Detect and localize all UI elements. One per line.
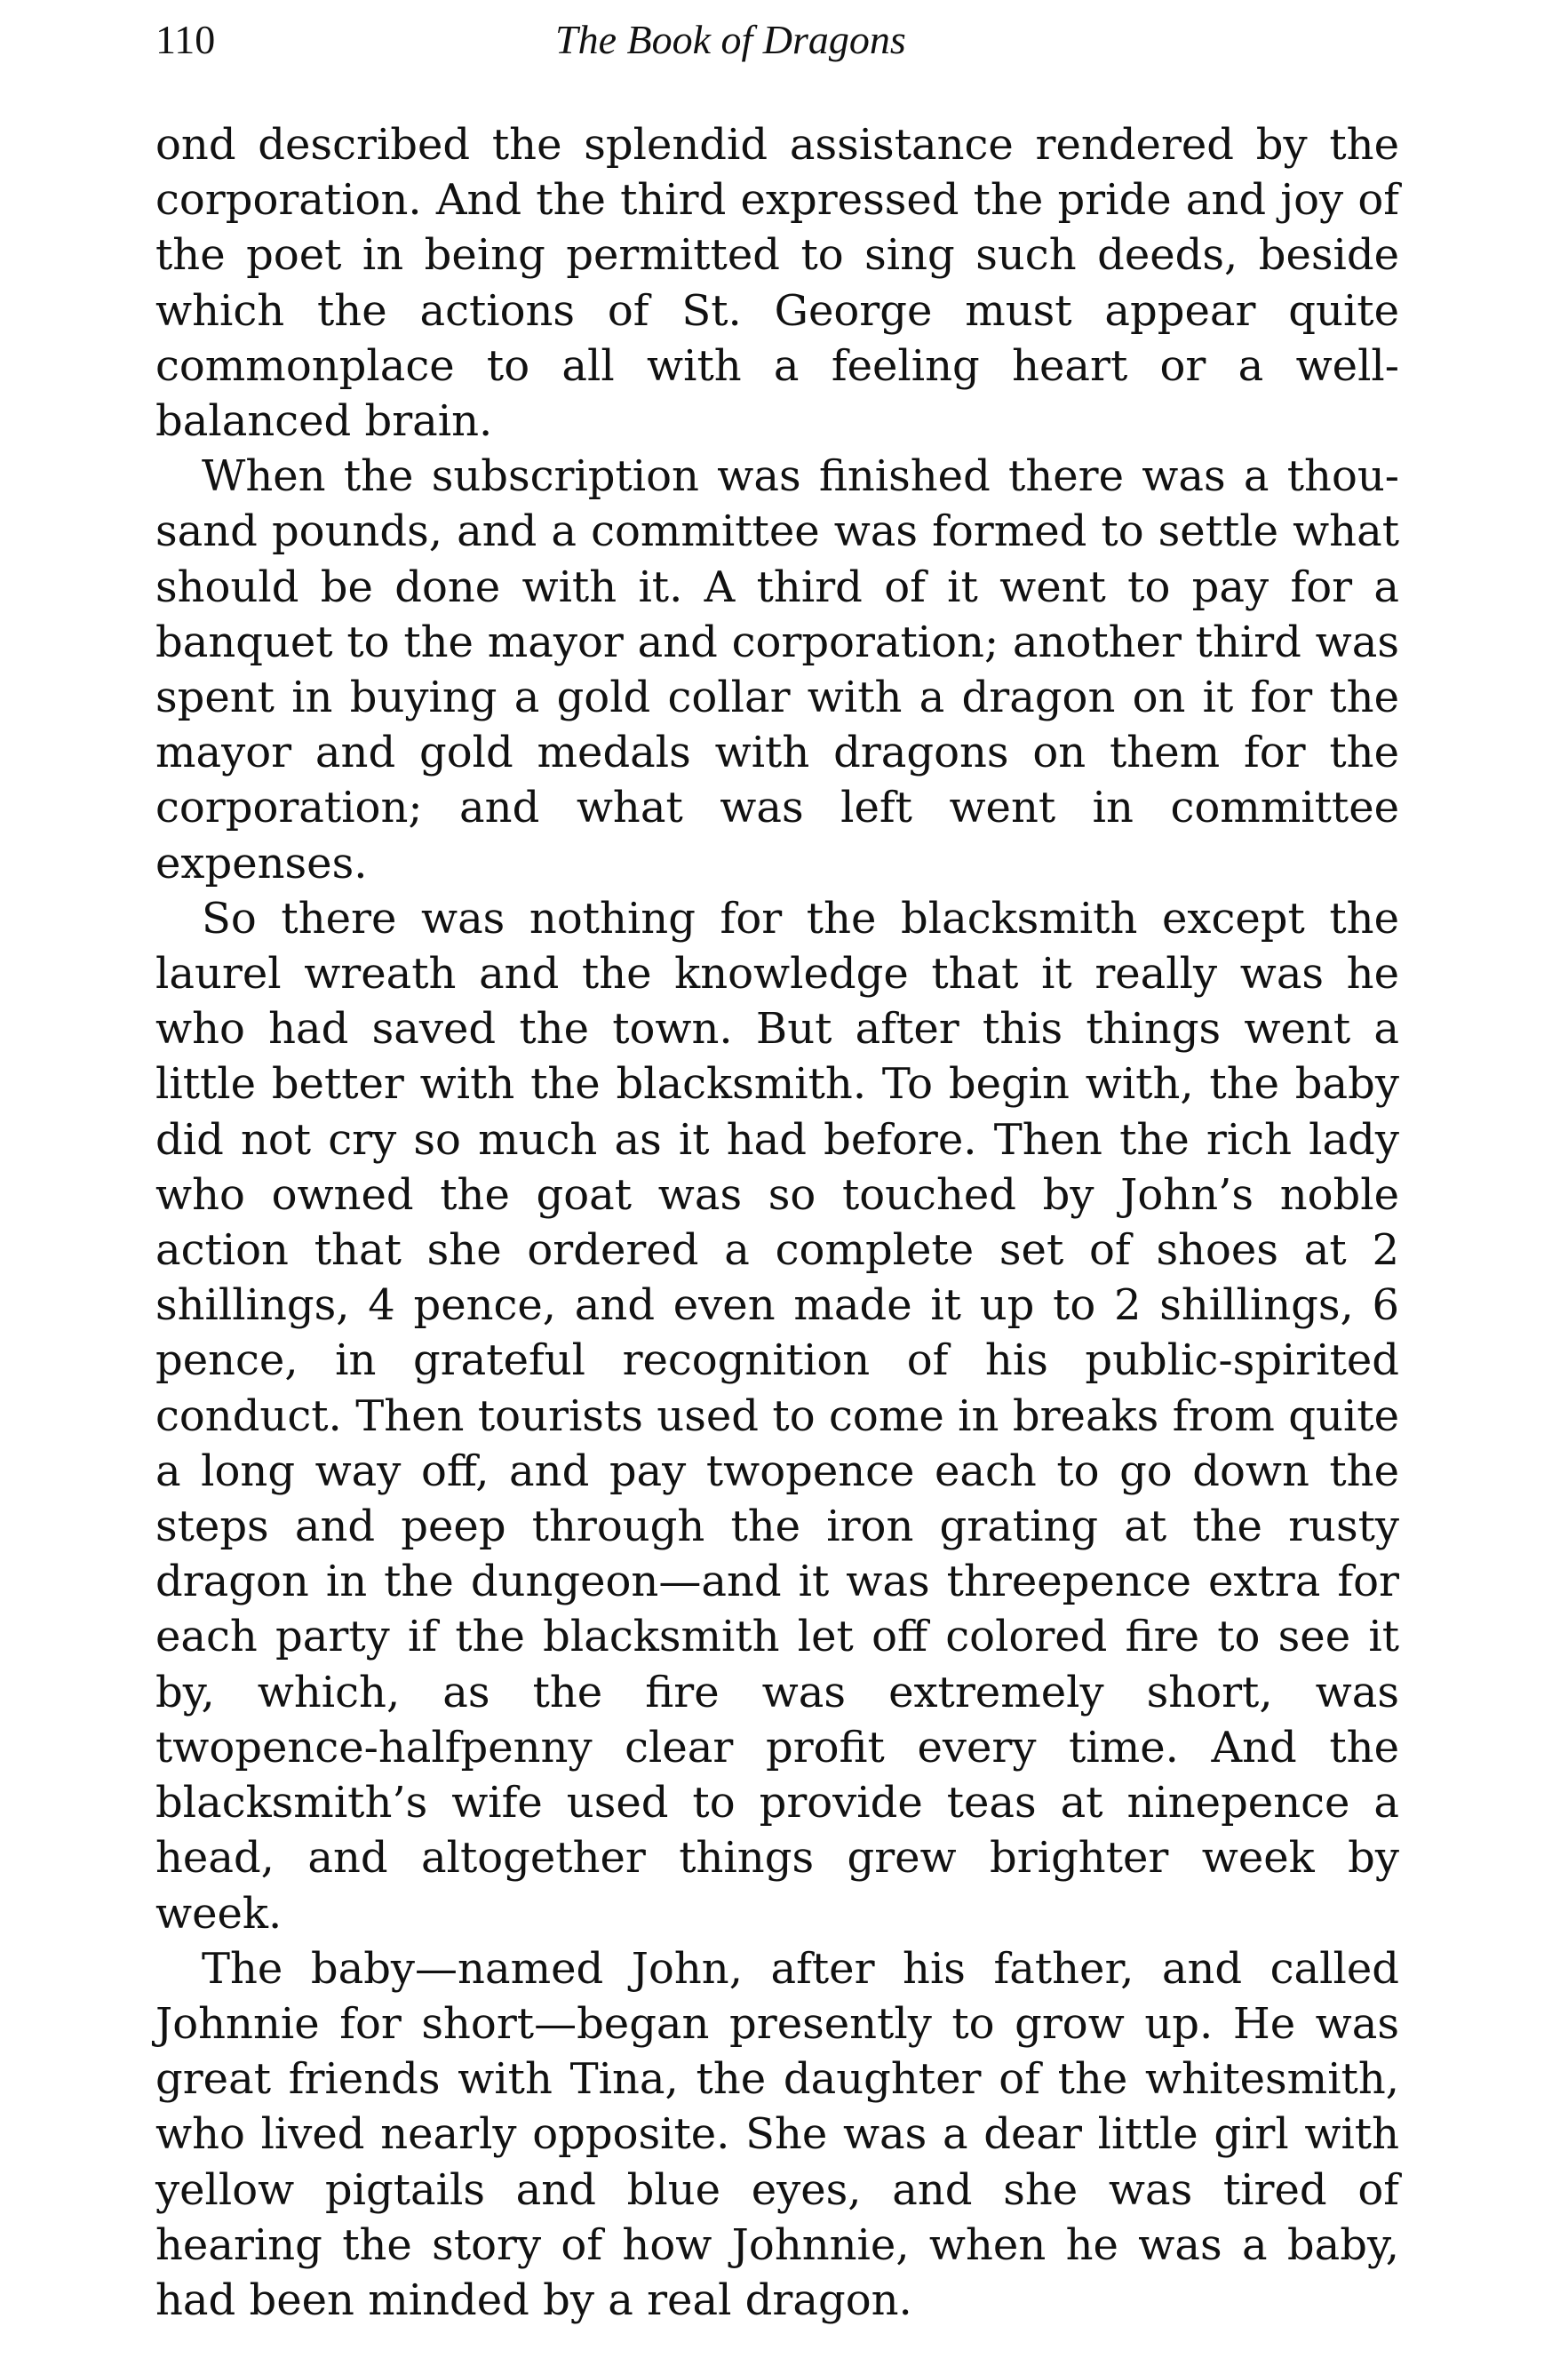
paragraph: When the subscription was finished there was a thousand pounds, and a committee was formed to settle what should be done with it. A third of it went to pay for a banquet to the mayor and corporation; another third was spent in buying a gold collar with a dragon on it for the mayor and gold medals with dragons on them for the corporation; and what was left went in committee expenses.	[155, 451, 1399, 888]
running-title: The Book of Dragons	[555, 17, 906, 62]
page-number: 110	[155, 17, 216, 62]
paragraph: So there was nothing for the blacksmith except the laurel wreath and the knowledge that it really was he who had saved the town. But after this things went a little better with the blacksmith. To begin with, the baby did not cry so much as it had before. Then the rich lady who owned the goat was so touched by John’s noble action that she ordered a complete set of shoes at 2 shillings, 4 pence, and even made it up to 2 shillings, 6 pence, in grateful recognition of his public-spirited conduct. Then tourists used to come in breaks from quite a long way off, and pay twopence each to go down the steps and peep through the iron grating at the rusty dragon in the dungeon—and it was threepence extra for each party if the blacksmith let off colored fire to see it by, which, as the fire was extremely short, was twopence-halfpenny clear profit every time. And the blacksmith’s wife used to provide teas at ninepence a head, and altogether things grew brighter week by week.	[155, 893, 1399, 1939]
paragraph: The baby—named John, after his father, and called Johnnie for short—began presently to grow up. He was great friends with Tina, the daughter of the whitesmith, who lived nearly opposite. She was a dear little girl with yellow pigtails and blue eyes, and she was tired of hearing the story of how Johnnie, when he was a baby, had been minded by a real dragon.	[155, 1943, 1399, 2325]
page-header	[155, 16, 1417, 78]
paragraph: ond described the splendid assistance rendered by the corporation. And the third expressed the pride and joy of the poet in being permitted to sing such deeds, beside which the actions of St. George must appear quite commonplace to all with a feeling heart or a well-balanced brain.	[155, 120, 1399, 447]
body-text	[155, 117, 1399, 2328]
